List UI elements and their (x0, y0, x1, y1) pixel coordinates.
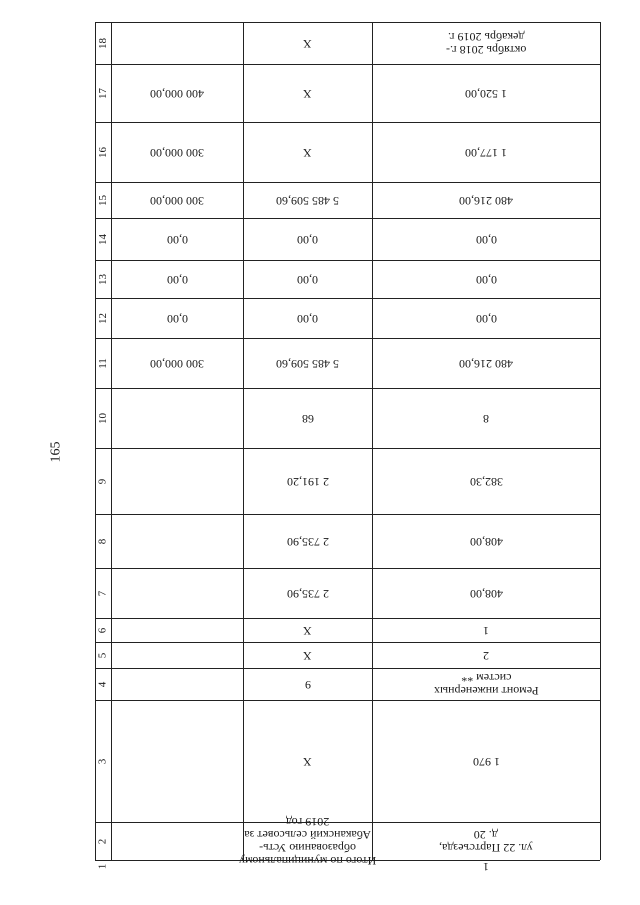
total-col-3 (243, 700, 372, 822)
extra-col-11-text: 300 000,00 (150, 356, 204, 371)
item-col-11 (372, 338, 600, 388)
extra-col-15-text: 300 000,00 (150, 193, 204, 208)
extra-col-11 (111, 338, 243, 388)
column-number-12-text: 12 (96, 312, 109, 324)
item-col-11-text: 480 216,00 (459, 356, 513, 371)
total-title (238, 815, 377, 868)
item-col-14-text: 0,00 (475, 232, 497, 247)
extra-col-16 (111, 122, 243, 182)
total-col-12-text: 0,00 (297, 311, 318, 326)
total-col-14 (243, 218, 372, 260)
total-col-18 (243, 22, 372, 64)
column-number-1 (95, 860, 111, 873)
column-number-17-text: 17 (96, 87, 109, 99)
page-number: 165 (48, 441, 63, 463)
total-col-7 (243, 568, 372, 618)
total-col-14-text: 0,00 (297, 232, 318, 247)
extra-col-16-text: 300 000,00 (150, 145, 204, 160)
total-col-18-text: Х (303, 36, 312, 51)
total-col-4 (243, 668, 372, 700)
extra-col-12-text: 0,00 (166, 311, 188, 326)
item-col-17-text: 1 520,00 (465, 86, 507, 101)
column-number-13 (95, 260, 111, 298)
item-col-17 (372, 64, 600, 122)
column-number-16-text: 16 (96, 146, 109, 158)
item-work-type (372, 668, 600, 700)
column-number-8-text: 8 (96, 538, 109, 544)
extra-col-15 (111, 182, 243, 218)
total-col-15-text: 5 485 509,60 (276, 193, 339, 208)
total-col-12 (243, 298, 372, 338)
item-col-15-text: 480 216,00 (459, 193, 513, 208)
column-number-8 (95, 514, 111, 568)
item-address (372, 822, 600, 860)
column-number-15 (95, 182, 111, 218)
column-number-4-text: 4 (96, 681, 109, 687)
item-col-9 (372, 448, 600, 514)
item-col-13 (372, 260, 600, 298)
total-col-6 (243, 618, 372, 642)
total-col-5 (243, 642, 372, 668)
total-col-16 (243, 122, 372, 182)
column-number-2-text: 2 (96, 838, 109, 844)
extra-col-14-text: 0,00 (166, 232, 188, 247)
item-col-12-text: 0,00 (475, 311, 497, 326)
item-col-8 (372, 514, 600, 568)
column-number-5-text: 5 (96, 652, 109, 658)
column-number-13-text: 13 (96, 273, 109, 285)
column-number-6 (95, 618, 111, 642)
total-col-9 (243, 448, 372, 514)
column-number-3 (95, 700, 111, 822)
column-number-15-text: 15 (96, 194, 109, 206)
item-col-8-text: 408,00 (469, 534, 503, 549)
total-col-8-text: 2 735,90 (286, 534, 329, 549)
item-col-3 (372, 700, 600, 822)
total-col-10 (243, 388, 372, 448)
total-col-16-text: Х (303, 145, 312, 160)
item-col-16 (372, 122, 600, 182)
total-col-13 (243, 260, 372, 298)
total-col-5-text: Х (303, 648, 312, 663)
total-col-8 (243, 514, 372, 568)
extra-col-13 (111, 260, 243, 298)
budget-table (95, 22, 600, 874)
column-number-1-text: 1 (96, 863, 109, 870)
column-number-16 (95, 122, 111, 182)
table-col-line (600, 22, 601, 860)
column-number-17 (95, 64, 111, 122)
column-number-14 (95, 218, 111, 260)
item-col-10 (372, 388, 600, 448)
item-col-10-text: 8 (483, 411, 489, 426)
item-col-5 (372, 642, 600, 668)
column-number-18-text: 18 (96, 37, 109, 49)
column-number-2 (95, 822, 111, 860)
total-col-4-text: 9 (304, 677, 311, 692)
item-period (372, 22, 600, 64)
total-col-9-text: 2 191,20 (286, 474, 329, 489)
item-col-7 (372, 568, 600, 618)
extra-col-13-text: 0,00 (166, 272, 188, 287)
total-col-3-text: Х (303, 754, 312, 769)
column-number-10-text: 10 (96, 412, 109, 424)
extra-col-17-text: 400 000,00 (150, 86, 204, 101)
total-col-15 (243, 182, 372, 218)
item-work-type-text: Ремонт инженерных систем ** (433, 671, 539, 698)
column-number-11 (95, 338, 111, 388)
total-col-7-text: 2 735,90 (286, 586, 329, 601)
column-number-6-text: 6 (96, 627, 109, 633)
column-number-12 (95, 298, 111, 338)
extra-col-17 (111, 64, 243, 122)
total-col-13-text: 0,00 (297, 272, 318, 287)
column-number-10 (95, 388, 111, 448)
item-col-3-text: 1 970 (472, 754, 500, 769)
item-col-6 (372, 618, 600, 642)
extra-col-12 (111, 298, 243, 338)
total-col-10-text: 68 (301, 411, 314, 426)
item-col-7-text: 408,00 (469, 586, 503, 601)
item-address-text: ул. 22 Партсъезда, д. 20 (439, 828, 533, 855)
total-col-17 (243, 64, 372, 122)
total-col-11 (243, 338, 372, 388)
item-col-13-text: 0,00 (475, 272, 497, 287)
item-number (372, 860, 600, 873)
column-number-14-text: 14 (96, 233, 109, 245)
item-col-12 (372, 298, 600, 338)
item-col-9-text: 382,30 (469, 474, 503, 489)
column-number-9-text: 9 (96, 478, 109, 484)
total-col-17-text: Х (303, 86, 312, 101)
item-col-16-text: 1 177,00 (465, 145, 507, 160)
column-number-11-text: 11 (96, 357, 109, 369)
column-number-9 (95, 448, 111, 514)
item-col-6-text: 1 (483, 623, 489, 638)
column-number-7 (95, 568, 111, 618)
item-number-text: 1 (483, 860, 489, 874)
item-period-text: октябрь 2018 г.- декабрь 2019 г. (445, 30, 527, 57)
total-col-6-text: Х (303, 623, 312, 638)
column-number-18 (95, 22, 111, 64)
item-col-5-text: 2 (483, 648, 489, 663)
total-col-11-text: 5 485 509,60 (276, 356, 339, 371)
item-col-14 (372, 218, 600, 260)
total-title-text: Итого по муниципальному образованию Усть- Абаканский сельсовет за 2019 год (238, 815, 377, 868)
column-number-5 (95, 642, 111, 668)
extra-col-14 (111, 218, 243, 260)
column-number-7-text: 7 (96, 590, 109, 596)
item-col-15 (372, 182, 600, 218)
column-number-3-text: 3 (96, 758, 109, 764)
column-number-4 (95, 668, 111, 700)
